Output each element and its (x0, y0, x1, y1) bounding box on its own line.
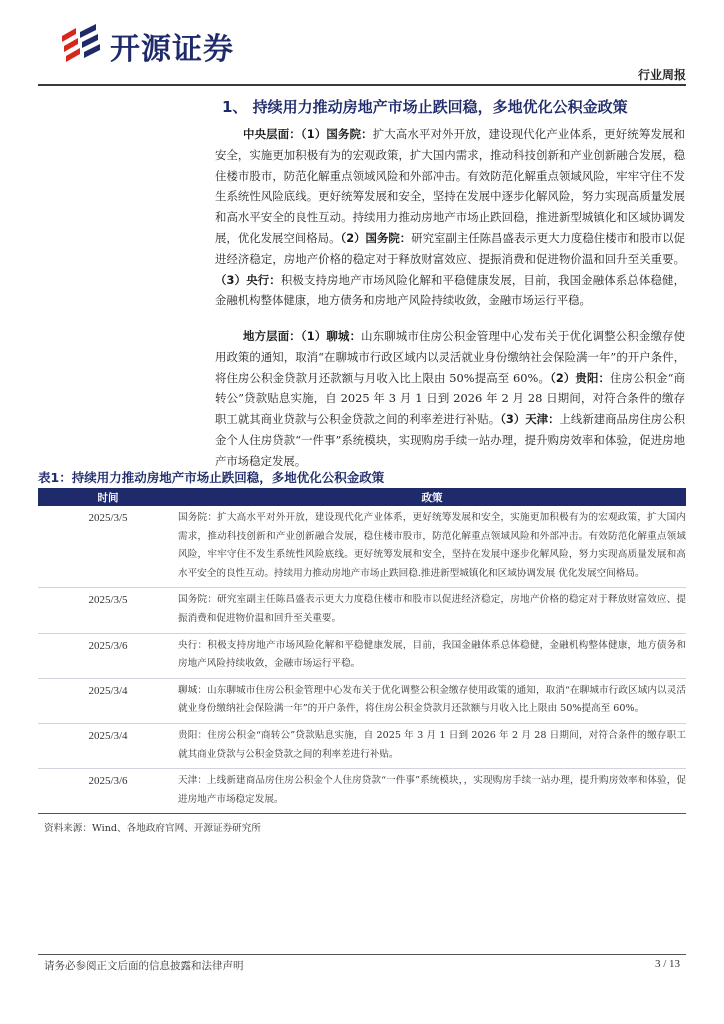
local-item-2-text: 住房公积金“商转公”贷款贴息实施，自 2025 年 3 月 1 日到 2026 年 2 月 28 日期间，对符合条件的缴存职工就其商业贷款与公积金贷款之间的利率差进行补贴。 (215, 370, 685, 427)
section-title: 1、 持续用力推动房地产市场止跌回稳，多地优化公积金政策 (222, 98, 628, 116)
row-date: 2025/3/6 (38, 769, 178, 814)
row-policy: 贵阳：住房公积金“商转公”贷款贴息实施，自 2025 年 3 月 1 日到 2026 年 2 月 28 日期间，对符合条件的缴存职工就其商业贷款与公积金贷款之间的利率差进行补贴。 (178, 723, 686, 768)
row-date: 2025/3/5 (38, 588, 178, 633)
central-policy-paragraph (215, 124, 685, 311)
page-header (0, 0, 724, 86)
table-row (38, 678, 686, 723)
table-row (38, 633, 686, 678)
local-item-2-label: （2）贵阳： (550, 370, 611, 385)
local-item-1-text: 山东聊城市住房公积金管理中心发布关于优化调整公积金缴存使用政策的通知，取消“在聊城市行政区域内以灵活就业身份缴纳社会保险满一年”的开户条件，将住房公积金贷款月还款额与月收入比上限由 50%提高至 60%。 (215, 329, 685, 385)
page-number: 3 / 13 (654, 958, 680, 970)
row-policy: 聊城：山东聊城市住房公积金管理中心发布关于优化调整公积金缴存使用政策的通知，取消“在聊城市行政区域内以灵活就业身份缴纳社会保险满一年”的开户条件，将住房公积金贷款月还款额与月收入比上限由 50%提高至 60%。 (178, 678, 686, 723)
local-item-3-text: 上线新建商品房住房公积金个人住房贷款“一件事”系统模块，实现购房手续一站办理，提升购房效率和体验，促进房地产市场稳定发展。 (215, 412, 685, 468)
table-source-note: 资料来源：Wind、各地政府官网、开源证券研究所 (44, 823, 261, 834)
central-item-2-text: 研究室副主任陈昌盛表示更大力度稳住楼市和股市以促进经济稳定，房地产价格的稳定对于释放财富效应、提振消费和促进物价温和回升至关重要。 (215, 230, 685, 266)
footer-divider (38, 954, 686, 955)
row-date: 2025/3/4 (38, 678, 178, 723)
central-lead: 中央层面： (243, 127, 301, 141)
row-policy: 国务院：扩大高水平对外开放，建设现代化产业体系，更好统筹发展和安全，实施更加积极有为的宏观政策，扩大国内需求，推动科技创新和产业创新融合发展，稳住楼市股市，防范化解重点领域风险和外部冲击。有效防范化解重点领域风险，牢牢守住不发生系统性风险底线。更好统筹发展和安全，坚持在发展中逐步化解风险，努力实现高质量发展和高水平安全的良性互动。持续用力推动房地产市场止跌回稳.推进新型城镇化和区域协调发展 优化发展空间格局。 (178, 506, 686, 588)
table-row (38, 588, 686, 633)
row-policy: 天津：上线新建商品房住房公积金个人住房贷款“一件事”系统模块，，实现购房手续一站办理，提升购房效率和体验，促进房地产市场稳定发展。 (178, 769, 686, 814)
local-lead: 地方层面： (243, 329, 301, 343)
local-policy-paragraph (215, 326, 685, 472)
central-item-2-label: （2）国务院： (340, 230, 412, 245)
central-item-3-text: 积极支持房地产市场风险化解和平稳健康发展，目前，我国金融体系总体稳健，金融机构整体健康，地方债务和房地产风险持续收敛，金融市场运行平稳。 (215, 272, 685, 308)
column-header-policy: 政策 (178, 488, 686, 506)
central-item-3-label: （3）央行： (215, 272, 281, 287)
table-title: 表1：持续用力推动房地产市场止跌回稳，多地优化公积金政策 (38, 470, 385, 485)
column-header-date: 时间 (38, 488, 178, 506)
central-item-1-label: （1）国务院： (300, 127, 373, 141)
row-policy: 央行：积极支持房地产市场风险化解和平稳健康发展，目前，我国金融体系总体稳健，金融机构整体健康，地方债务和房地产风险持续收敛，金融市场运行平稳。 (178, 633, 686, 678)
policy-table (38, 488, 686, 814)
report-type-label: 行业周报 (637, 68, 686, 82)
row-date: 2025/3/4 (38, 723, 178, 768)
local-item-3-label: （3）天津： (500, 412, 560, 427)
central-item-1-text: 扩大高水平对外开放，建设现代化产业体系，更好统筹发展和安全，实施更加积极有为的宏观政策，扩大国内需求，推动科技创新和产业创新融合发展，稳住楼市股市，防范化解重点领域风险和外部冲击。有效防范化解重点领域风险，牢牢守住不发生系统性风险底线。更好统筹发展和安全，坚持在发展中逐步化解风险，努力实现高质量发展和高水平安全的良性互动。持续用力推动房地产市场止跌回稳，推进新型城镇化和区域协调发展，优化发展空间格局。 (215, 127, 685, 245)
table-row (38, 769, 686, 814)
logo-mark-icon (58, 22, 106, 66)
row-policy: 国务院：研究室副主任陈昌盛表示更大力度稳住楼市和股市以促进经济稳定，房地产价格的稳定对于释放财富效应、提振消费和促进物价温和回升至关重要。 (178, 588, 686, 633)
footer-disclaimer: 请务必参阅正文后面的信息披露和法律声明 (44, 960, 244, 972)
row-date: 2025/3/6 (38, 633, 178, 678)
company-logo (58, 22, 278, 66)
table-row (38, 723, 686, 768)
logo-text: 开源证券 (110, 32, 234, 67)
row-date: 2025/3/5 (38, 506, 178, 588)
local-item-1-label: （1）聊城： (300, 329, 362, 343)
table-header-row (38, 488, 686, 506)
header-divider (38, 84, 686, 86)
table-row (38, 506, 686, 588)
